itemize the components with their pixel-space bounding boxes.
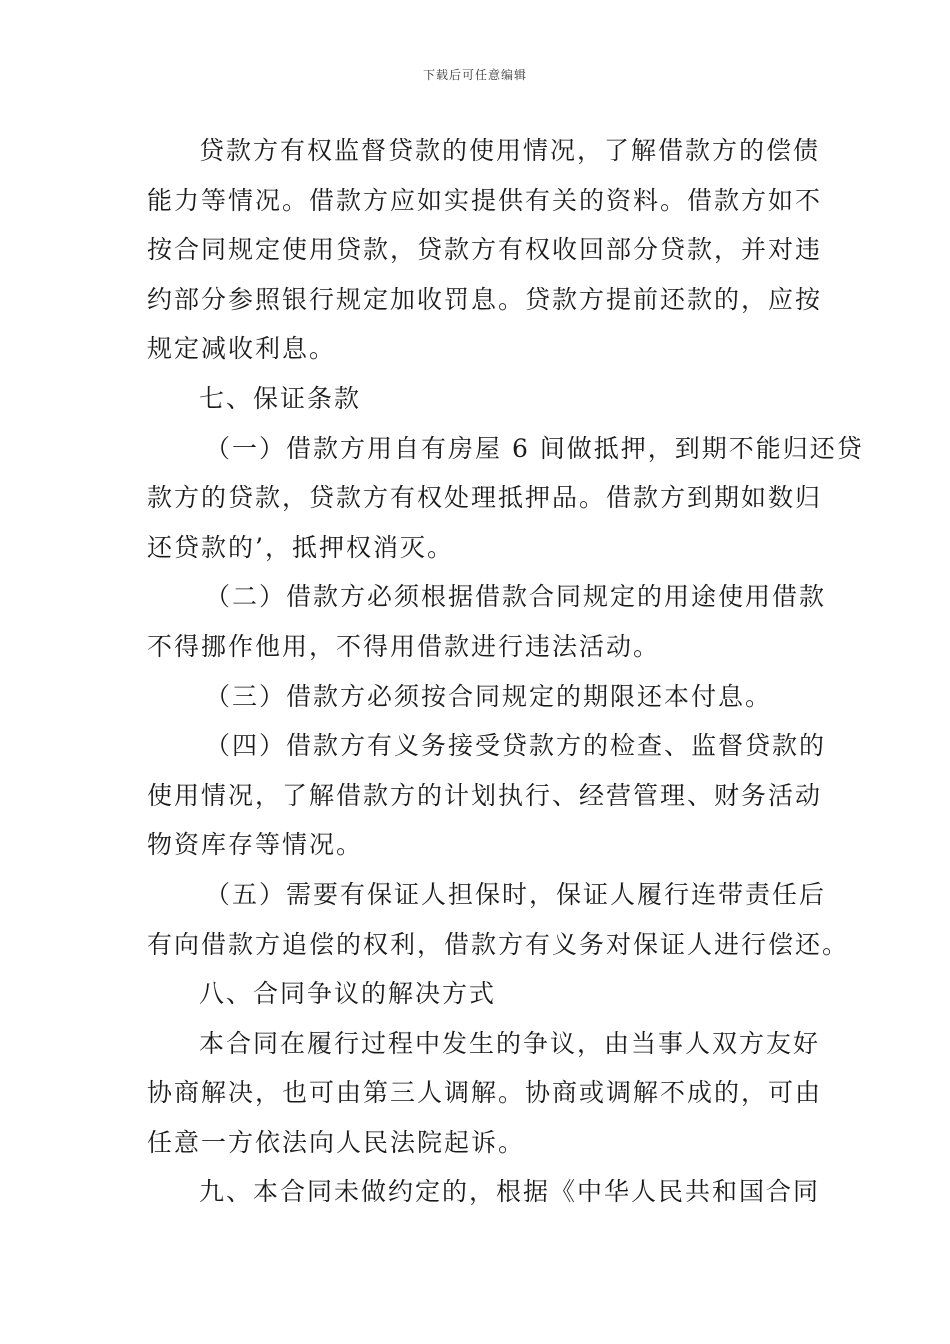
section-heading: 九、本合同未做约定的，根据《中华人民共和国合同 bbox=[199, 1177, 821, 1207]
clause-line: （一）借款方用自有房屋 6 间做抵押，到期不能归还贷 bbox=[205, 433, 864, 463]
paragraph-line: 能力等情况。借款方应如实提供有关的资料。借款方如不 bbox=[147, 185, 823, 215]
paragraph-line: 约部分参照银行规定加收罚息。贷款方提前还款的，应按 bbox=[147, 284, 823, 314]
paragraph-line: 本合同在履行过程中发生的争议，由当事人双方友好 bbox=[199, 1028, 821, 1058]
section-heading: 七、保证条款 bbox=[199, 383, 362, 413]
paragraph-line: 按合同规定使用贷款，贷款方有权收回部分贷款，并对违 bbox=[147, 235, 823, 265]
paragraph-line: 协商解决，也可由第三人调解。协商或调解不成的，可由 bbox=[147, 1078, 823, 1108]
clause-line: （二）借款方必须根据借款合同规定的用途使用借款 bbox=[205, 582, 827, 612]
page-header: 下载后可任意编辑 bbox=[422, 68, 527, 82]
paragraph-line: 有向借款方追偿的权利，借款方有义务对保证人进行偿还。 bbox=[147, 929, 850, 959]
paragraph-line: 还贷款的’，抵押权消灭。 bbox=[147, 532, 454, 562]
section-heading: 八、合同争议的解决方式 bbox=[199, 979, 497, 1009]
paragraph-line: 规定减收利息。 bbox=[147, 334, 337, 364]
paragraph-line: 物资库存等情况。 bbox=[147, 830, 364, 860]
clause-line: （三）借款方必须按合同规定的期限还本付息。 bbox=[205, 681, 773, 711]
paragraph-line: 任意一方依法向人民法院起诉。 bbox=[147, 1127, 526, 1157]
paragraph-line: 使用情况，了解借款方的计划执行、经营管理、财务活动 bbox=[147, 780, 823, 810]
paragraph-line: 不得挪作他用，不得用借款进行违法活动。 bbox=[147, 631, 661, 661]
clause-line: （四）借款方有义务接受贷款方的检查、监督贷款的 bbox=[205, 731, 827, 761]
document-body bbox=[147, 126, 864, 1217]
paragraph-line: 款方的贷款，贷款方有权处理抵押品。借款方到期如数归 bbox=[147, 483, 823, 513]
paragraph-line: 贷款方有权监督贷款的使用情况，了解借款方的偿债 bbox=[199, 136, 821, 165]
clause-line: （五）需要有保证人担保时，保证人履行连带责任后 bbox=[205, 879, 827, 909]
